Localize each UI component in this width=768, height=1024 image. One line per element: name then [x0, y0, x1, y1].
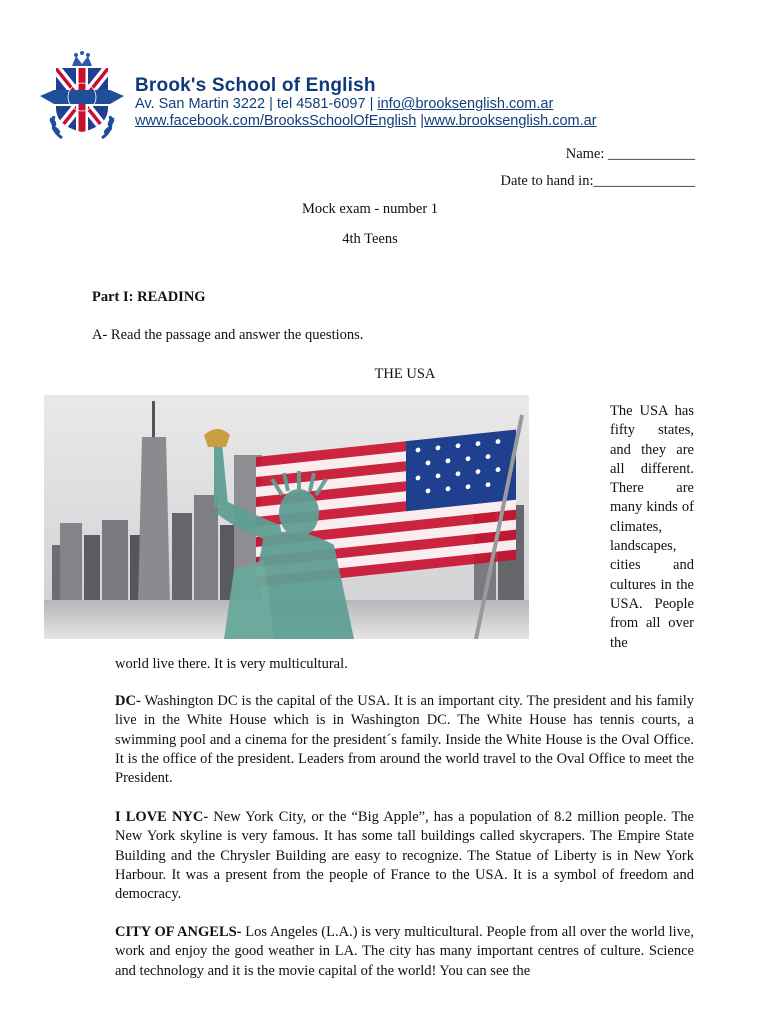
passage-title: THE USA: [374, 366, 436, 382]
intro-side-text: The USA has fifty states, and they are all different. There are many kinds of climates, landscapes, cities and cultures in the USA. People from all over the: [610, 403, 694, 651]
exam-title: Mock exam - number 1: [301, 201, 439, 217]
nyc-label: I LOVE NYC-: [115, 809, 209, 825]
la-paragraph: [115, 923, 694, 981]
email-link[interactable]: info@brooksenglish.com.ar: [377, 96, 554, 112]
date-field[interactable]: [500, 173, 695, 190]
nyc-text: New York City, or the “Big Apple”, has a population of 8.2 million people. The New York skyline is very famous. It has some tall buildings called skycrapers. The Empire State Building and the Chrysler Building are easy to recognize. The Statue of Liberty is in New York Harbour. It was a present from the people of France to the USA. It is a symbol of freedom and democracy.: [115, 809, 694, 903]
instruction: A- Read the passage and answer the questions.: [92, 327, 364, 343]
website-link[interactable]: www.brooksenglish.com.ar: [424, 113, 597, 129]
name-label: Name: ____________: [565, 146, 695, 162]
la-text: Los Angeles (L.A.) is very multicultural. People from all over the world live, work and enjoy the good weather in LA. The city has many important centres of culture. Science and technology and it is the movie capital of the world! You can see the: [115, 924, 694, 979]
la-label: CITY OF ANGELS-: [115, 924, 242, 940]
link-separator: |: [416, 113, 425, 129]
part-heading: Part I: READING: [92, 289, 206, 305]
school-logo: [36, 50, 128, 142]
facebook-link[interactable]: www.facebook.com/BrooksSchoolOfEnglish: [135, 113, 417, 129]
address-line: Av. San Martin 3222 | tel 4581-6097 |: [135, 96, 378, 112]
school-name: Brook's School of English: [135, 75, 376, 96]
dc-label: DC-: [115, 693, 141, 709]
dc-paragraph: [115, 692, 694, 788]
nyc-paragraph: [115, 808, 694, 904]
dc-text: Washington DC is the capital of the USA. It is an important city. The president and his family live in the White House which is in Washington DC. The White House has tennis courts, a swimming pool and a cinema for the president´s family. Inside the White House is the Oval Office. It is the office of the president. Leaders from around the world travel to the Oval Office to meet the President.: [115, 693, 694, 787]
name-field[interactable]: [566, 146, 695, 163]
usa-photo: [44, 395, 529, 639]
intro-continuation: world live there. It is very multicultural.: [115, 656, 348, 672]
date-label: Date to hand in:______________: [500, 173, 695, 189]
exam-level: 4th Teens: [342, 231, 398, 247]
